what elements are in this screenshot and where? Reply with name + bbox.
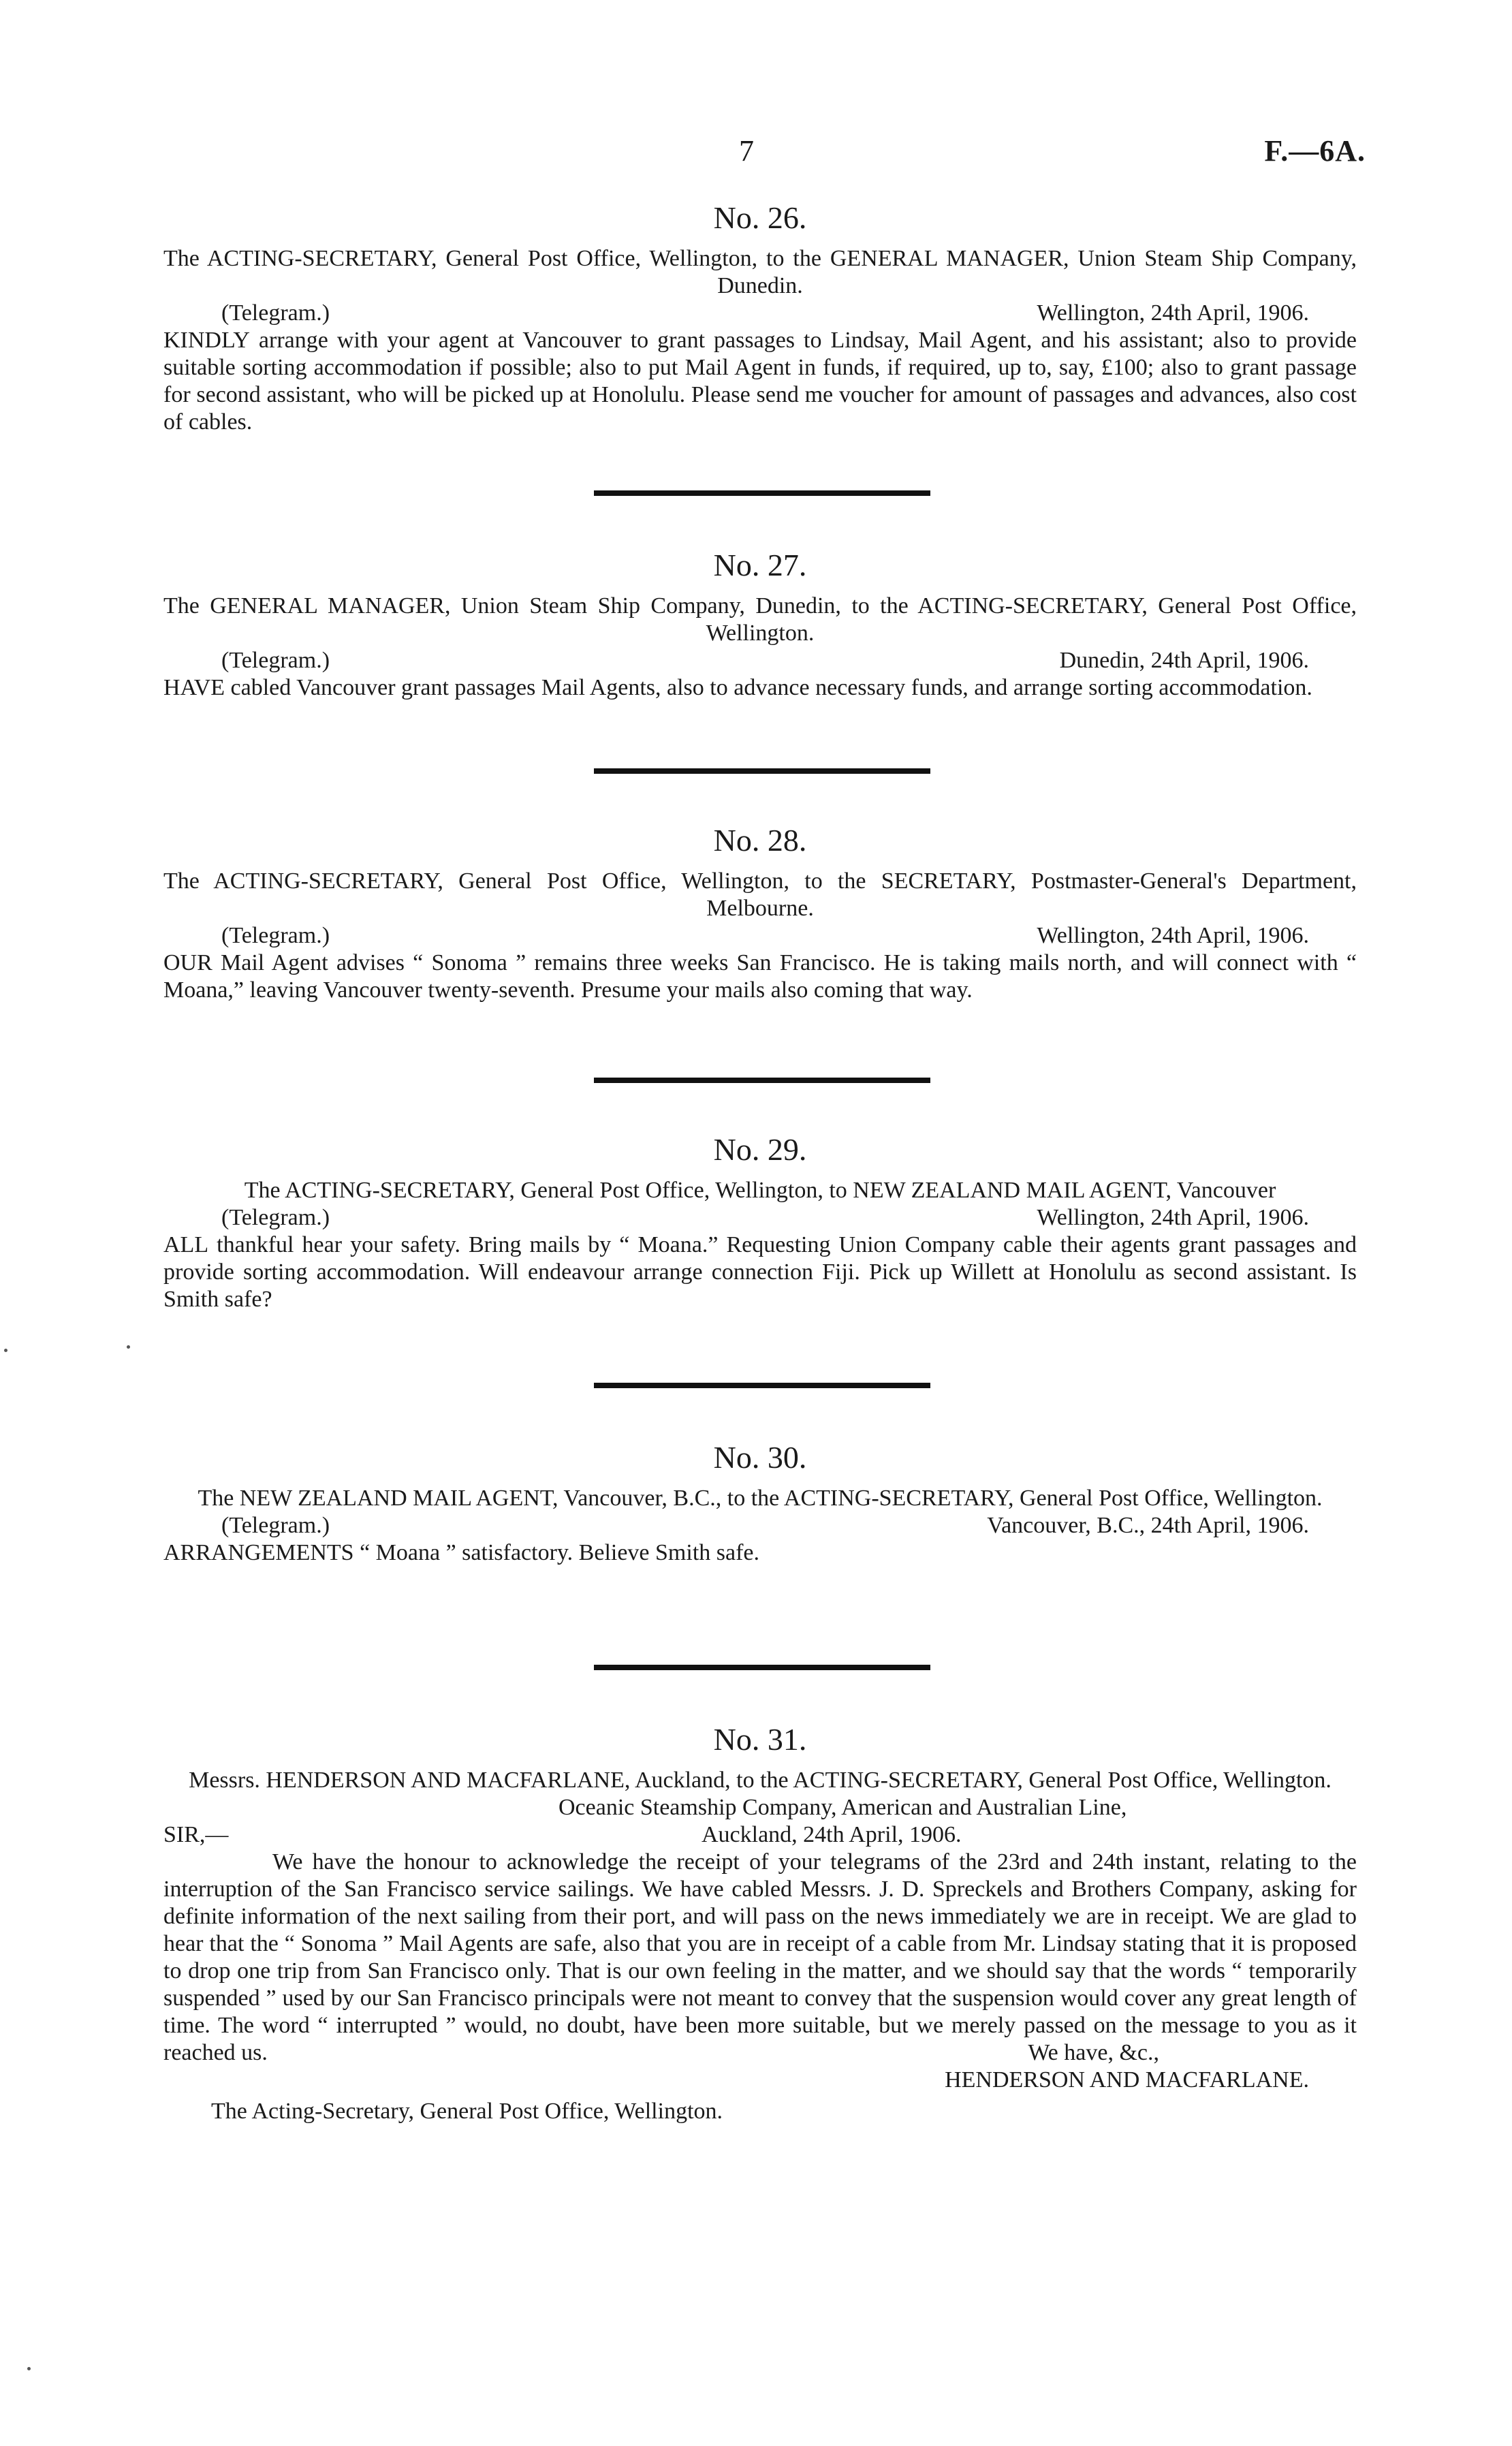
telegram-no-27 bbox=[163, 545, 1357, 702]
telegram-body bbox=[163, 674, 1357, 702]
section-divider bbox=[594, 1383, 930, 1388]
telegram-meta bbox=[163, 1204, 1357, 1232]
telegram-no-30 bbox=[163, 1437, 1357, 1567]
address-line: The ACTING-SECRETARY, General Post Office, Wellington, to the GENERAL MANAGER, Union Steam Ship Company, Dunedin. bbox=[163, 246, 1357, 298]
place-date: Dunedin, 24th April, 1906. bbox=[1059, 648, 1309, 673]
section-number: No. 29. bbox=[713, 1132, 807, 1167]
body-lead: ARRANGEMENTS bbox=[163, 1540, 354, 1565]
telegram-meta bbox=[163, 647, 1357, 674]
page-number: 7 bbox=[739, 134, 754, 168]
place-date: Auckland, 24th April, 1906. bbox=[702, 1822, 962, 1847]
place-date: Wellington, 24th April, 1906. bbox=[1037, 923, 1309, 948]
recipient-line: The Acting-Secretary, General Post Office, Wellington. bbox=[211, 2099, 723, 2124]
salutation-row bbox=[163, 1821, 1357, 1849]
section-divider bbox=[594, 1078, 930, 1083]
body-text: arrange with your agent at Vancouver to grant passages to Lindsay, Mail Agent, and his assistant; also to provide suitable sorting accommodation if possible; also to put Mail Agent in funds, if required, up to, say, £100; also to grant passage for second assistant, who will be picked up at Honolulu. Please send me voucher for amount of passages and advances, also cost of cables. bbox=[163, 328, 1357, 435]
telegram-no-26 bbox=[163, 198, 1357, 436]
place-date: Vancouver, B.C., 24th April, 1906. bbox=[987, 1513, 1309, 1538]
salutation: SIR,— bbox=[163, 1822, 229, 1847]
scan-speck bbox=[4, 1349, 7, 1352]
telegram-body bbox=[163, 327, 1357, 436]
section-number: No. 27. bbox=[713, 548, 807, 582]
telegram-meta bbox=[163, 1512, 1357, 1539]
address-line: The ACTING-SECRETARY, General Post Office, Wellington, to NEW ZEALAND MAIL AGENT, Vancouver bbox=[244, 1178, 1276, 1203]
body-lead: HAVE bbox=[163, 675, 225, 700]
telegram-meta bbox=[163, 922, 1357, 950]
telegram-body bbox=[163, 1232, 1357, 1313]
letter-no-31 bbox=[163, 1719, 1357, 2125]
telegram-meta bbox=[163, 300, 1357, 327]
telegram-label: (Telegram.) bbox=[221, 648, 330, 673]
address-line: The GENERAL MANAGER, Union Steam Ship Company, Dunedin, to the ACTING-SECRETARY, General Post Office, Wellington. bbox=[163, 593, 1357, 646]
section-divider bbox=[594, 1665, 930, 1670]
scan-speck bbox=[127, 1345, 130, 1349]
address-line: The NEW ZEALAND MAIL AGENT, Vancouver, B.C., to the ACTING-SECRETARY, General Post Office, Wellington. bbox=[198, 1486, 1323, 1511]
body-text: Mail Agent advises “ Sonoma ” remains three weeks San Francisco. He is taking mails north, and will connect with “ Moana,” leaving Vancouver twenty-seventh. Presume your mails also coming that way. bbox=[163, 950, 1357, 1003]
place-date: Wellington, 24th April, 1906. bbox=[1037, 1205, 1309, 1230]
telegram-label: (Telegram.) bbox=[221, 1205, 330, 1230]
body-lead: KINDLY bbox=[163, 328, 250, 353]
signature: HENDERSON AND MACFARLANE. bbox=[945, 2067, 1309, 2092]
section-number: No. 30. bbox=[713, 1440, 807, 1475]
letterhead: Oceanic Steamship Company, American and Australian Line, bbox=[558, 1795, 1127, 1820]
body-text: thankful hear your safety. Bring mails by “ Moana.” Requesting Union Company cable their agents grant passages and provide sorting accommodation. Will endeavour arrange connection Fiji. Pick up Willett at Honolulu as second assistant. Is Smith safe? bbox=[163, 1232, 1357, 1312]
section-divider bbox=[594, 768, 930, 774]
section-number: No. 31. bbox=[713, 1722, 807, 1757]
telegram-no-29 bbox=[163, 1129, 1357, 1313]
telegram-label: (Telegram.) bbox=[221, 1513, 330, 1538]
body-lead: OUR bbox=[163, 950, 212, 975]
closing: We have, &c., bbox=[1028, 2040, 1159, 2065]
telegram-body bbox=[163, 950, 1357, 1004]
section-divider bbox=[594, 490, 930, 496]
document-reference: F.—6A. bbox=[1264, 134, 1366, 168]
scan-speck bbox=[27, 2367, 31, 2370]
section-number: No. 26. bbox=[713, 200, 807, 235]
body-text: cabled Vancouver grant passages Mail Agents, also to advance necessary funds, and arrange sorting accommodation. bbox=[225, 675, 1312, 700]
letter-body: We have the honour to acknowledge the receipt of your telegrams of the 23rd and 24th instant, relating to the interruption of the San Francisco service sailings. We have cabled Messrs. J. D. Spreckels and Brothers Company, asking for definite information of the next sailing from their port, and will pass on the news immediately we are in receipt. We are glad to hear that the “ Sonoma ” Mail Agents are safe, also that you are in receipt of a cable from Mr. Lindsay stating that it is proposed to drop one trip from San Francisco only. That is our own feeling in the matter, and we should say that the words “ temporarily suspended ” used by our San Francisco principals were not meant to convey that the suspension would cover any great length of time. The word “ interrupted ” would, no doubt, have been more suitable, but we merely passed on the message to you as it reached us. bbox=[163, 1849, 1357, 2065]
telegram-label: (Telegram.) bbox=[221, 923, 330, 948]
telegram-body bbox=[163, 1539, 1357, 1567]
place-date: Wellington, 24th April, 1906. bbox=[1037, 300, 1309, 326]
address-line: Messrs. HENDERSON AND MACFARLANE, Auckland, to the ACTING-SECRETARY, General Post Office, Wellington. bbox=[189, 1768, 1332, 1793]
section-number: No. 28. bbox=[713, 823, 807, 858]
address-line: The ACTING-SECRETARY, General Post Office, Wellington, to the SECRETARY, Postmaster-General's Department, Melbourne. bbox=[163, 868, 1357, 921]
body-text: “ Moana ” satisfactory. Believe Smith safe. bbox=[353, 1540, 760, 1565]
telegram-no-28 bbox=[163, 820, 1357, 1004]
body-lead: ALL bbox=[163, 1232, 209, 1257]
telegram-label: (Telegram.) bbox=[221, 300, 330, 326]
